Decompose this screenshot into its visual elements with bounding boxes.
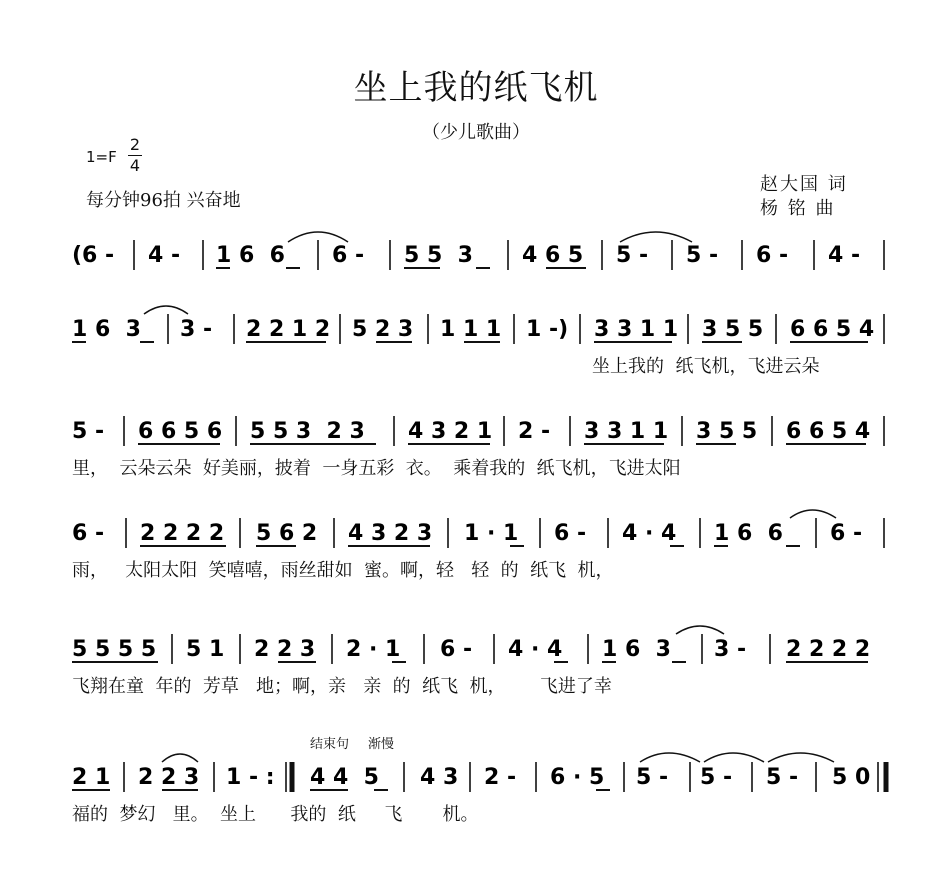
lyric-line-3: 里， 云朵云朵 好美丽，披着 一身五彩 衣。 乘着我的 纸飞机，飞进太阳 — [72, 458, 681, 479]
measure-6-7: 6 · 5 — [550, 765, 605, 790]
measure-3-5: 2 - — [518, 419, 551, 444]
tie-arc — [620, 232, 692, 242]
measure-5-6: 4 · 4 — [508, 637, 563, 662]
measure-1-6: 4 6 5 — [522, 243, 584, 268]
lyric-line-6: 福的 梦幻 里。 坐上 我的 纸 飞 机。 — [72, 804, 479, 825]
measure-6-8: 5 - — [636, 765, 669, 790]
measure-2-9: 6 6 5 4 — [790, 317, 875, 342]
measure-4-5: 1 · 1 — [464, 521, 519, 546]
score-row-3 — [0, 412, 952, 482]
measure-4-6: 6 - — [554, 521, 587, 546]
time-signature-bottom: 4 — [129, 156, 141, 175]
measure-2-8: 3 5 5 — [702, 317, 764, 342]
song-subtitle: （少儿歌曲） — [422, 122, 530, 143]
measure-5-5: 6 - — [440, 637, 473, 662]
lyric-line-2: 坐上我的 纸飞机，飞进云朵 — [592, 356, 820, 377]
measure-4-2: 2 2 2 2 — [140, 521, 225, 546]
measure-4-7: 4 · 4 — [622, 521, 677, 546]
score-row-4 — [0, 514, 952, 584]
measure-6-3: 1 - : — [226, 765, 275, 790]
measure-4-4: 4 3 2 3 — [348, 521, 433, 546]
score-row-1 — [0, 230, 952, 280]
tie-arc — [144, 306, 188, 314]
measure-2-1: 1 6 3 — [72, 317, 141, 342]
lyric-line-5: 飞翔在童 年的 芳草 地；啊，亲 亲 的 纸飞 机， 飞进了幸 — [72, 676, 612, 697]
measure-5-4: 2 · 1 — [346, 637, 401, 662]
tie-arc — [768, 753, 834, 762]
measure-6-5: 4 3 — [420, 765, 459, 790]
measure-5-8: 3 - — [714, 637, 747, 662]
measure-4-1: 6 - — [72, 521, 105, 546]
measure-1-4: 6 - — [332, 243, 365, 268]
measure-5-1: 5 5 5 5 — [72, 637, 157, 662]
lyricist-credit: 赵大国 词 — [760, 174, 848, 195]
score-row-6 — [0, 730, 952, 830]
measure-1-8: 5 - — [686, 243, 719, 268]
tempo-marking: 每分钟96拍 兴奋地 — [86, 190, 241, 211]
measure-6-11: 5 0 — [832, 765, 871, 790]
measure-1-7: 5 - — [616, 243, 649, 268]
song-title: 坐上我的纸飞机 — [353, 68, 599, 108]
tie-arc — [162, 754, 198, 762]
measure-6-1: 2 1 — [72, 765, 111, 790]
measure-6-2: 2 2 3 — [138, 765, 200, 790]
time-signature-top: 2 — [129, 135, 141, 154]
ritardando-marking: 渐慢 — [368, 737, 395, 752]
measure-1-1: (6 - — [72, 243, 115, 268]
measure-2-4: 5 2 3 — [352, 317, 414, 342]
measure-1-3: 1 6 6 — [216, 243, 285, 268]
measure-5-9: 2 2 2 2 — [786, 637, 871, 662]
ending-phrase-marking: 结束句 — [310, 737, 350, 752]
measure-3-4: 4 3 2 1 — [408, 419, 493, 444]
measure-2-7: 3 3 1 1 — [594, 317, 679, 342]
measure-6-6: 2 - — [484, 765, 517, 790]
measure-3-6: 3 3 1 1 — [584, 419, 669, 444]
time-signature — [128, 136, 142, 175]
lyric-line-4: 雨， 太阳太阳 笑嘻嘻，雨丝甜如 蜜。啊，轻 轻 的 纸飞 机， — [72, 560, 614, 581]
measure-3-8: 6 6 5 4 — [786, 419, 871, 444]
tie-arc — [676, 626, 724, 634]
measure-3-1: 5 - — [72, 419, 105, 444]
key-signature: 1=F — [86, 148, 117, 166]
tie-arc — [790, 510, 836, 518]
measure-2-5: 1 1 1 — [440, 317, 502, 342]
measure-1-5: 5 5 3 — [404, 243, 473, 268]
measure-2-2: 3 - — [180, 317, 213, 342]
measure-1-10: 4 - — [828, 243, 861, 268]
measure-5-2: 5 1 — [186, 637, 225, 662]
tie-arc — [704, 753, 764, 762]
measure-6-4: 4 4 5 — [310, 765, 379, 790]
measure-4-8: 1 6 6 — [714, 521, 783, 546]
measure-4-9: 6 - — [830, 521, 863, 546]
score-row-5 — [0, 630, 952, 700]
measure-1-2: 4 - — [148, 243, 181, 268]
measure-4-3: 5 6 2 — [256, 521, 318, 546]
measure-3-3: 5 5 3 2 3 — [250, 419, 365, 444]
measure-2-6: 1 -) — [526, 317, 569, 342]
measure-5-7: 1 6 3 — [602, 637, 671, 662]
measure-3-2: 6 6 5 6 — [138, 419, 223, 444]
tie-arc — [640, 753, 700, 762]
measure-5-3: 2 2 3 — [254, 637, 316, 662]
measure-6-10: 5 - — [766, 765, 799, 790]
measure-1-9: 6 - — [756, 243, 789, 268]
measure-6-9: 5 - — [700, 765, 733, 790]
score-row-2 — [0, 310, 952, 380]
measure-2-3: 2 2 1 2 — [246, 317, 331, 342]
composer-credit: 杨 铭 曲 — [760, 198, 836, 219]
measure-3-7: 3 5 5 — [696, 419, 758, 444]
